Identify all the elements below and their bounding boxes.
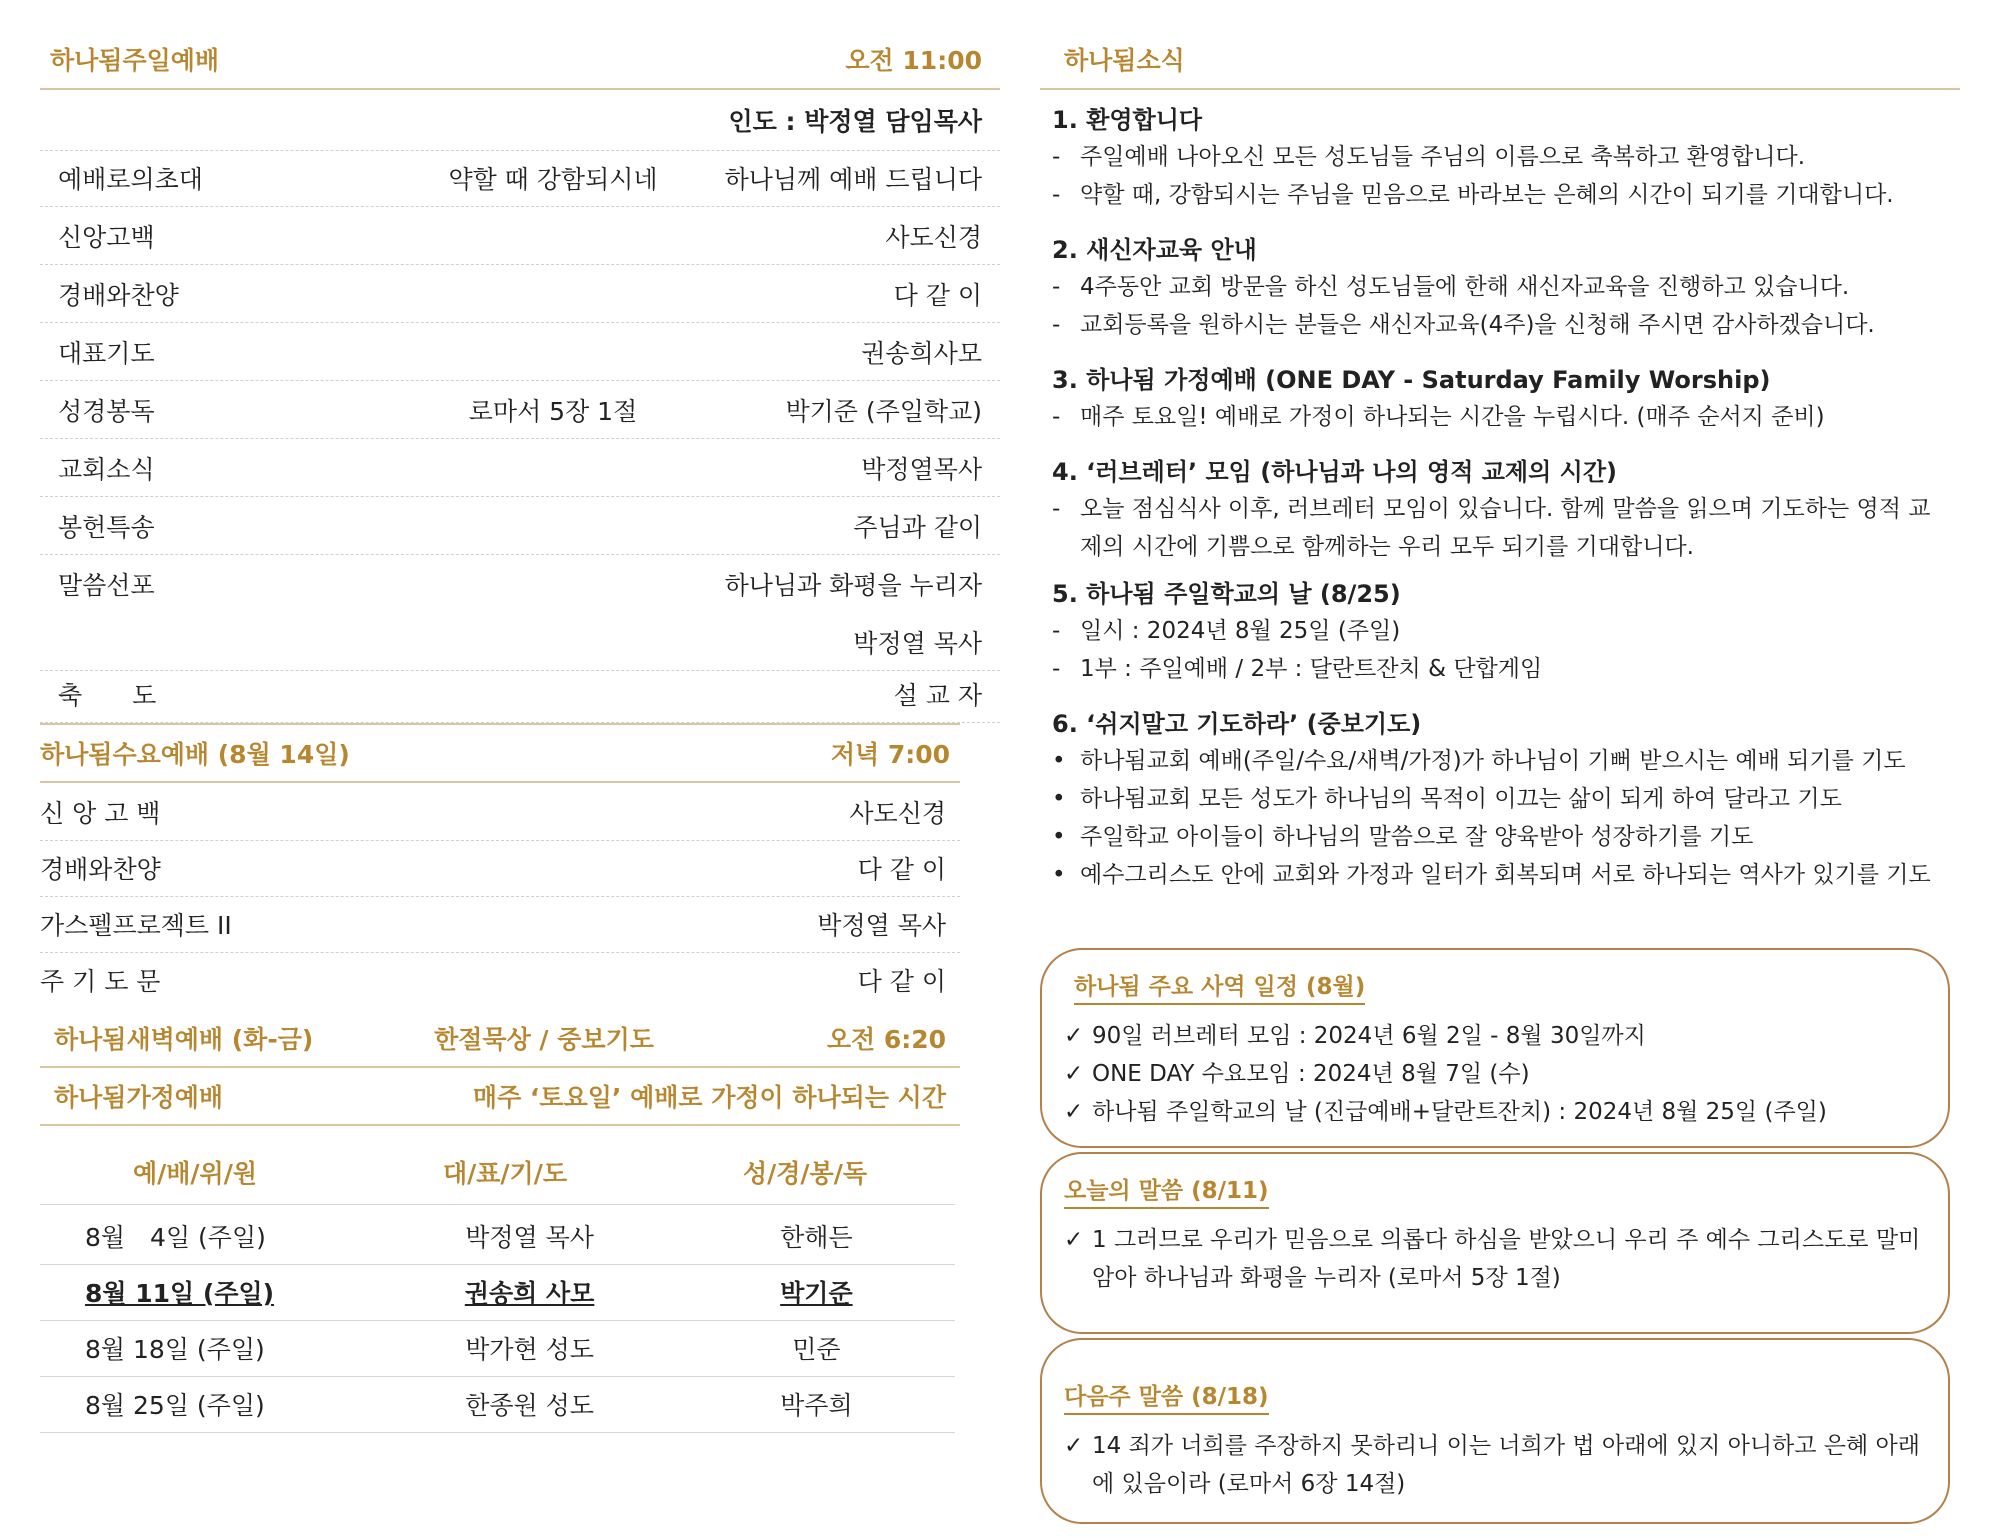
duty-header-1: 예/배/위/원 — [133, 1159, 257, 1188]
news-item-text: 하나됨교회 모든 성도가 하나님의 목적이 이끄는 삶이 되게 하여 달라고 기도 — [1080, 786, 1842, 812]
family-title: 하나됨가정예배 — [54, 1083, 224, 1112]
sunday-c1: 교회소식 — [58, 455, 155, 484]
news-item — [1052, 362, 1952, 436]
schedule-item — [1064, 1055, 1926, 1093]
news-item-title: 4. ‘러브레터’ 모임 (하나님과 나의 영적 교제의 시간) — [1052, 458, 1617, 486]
wednesday-item: 신 앙 고 백 — [40, 799, 161, 828]
news-title: 하나됨소식 — [1064, 46, 1185, 75]
duty-prayer: 권송희 사모 — [464, 1279, 595, 1308]
sunday-c2: 약할 때 강함되시네 — [448, 165, 658, 194]
dawn-middle: 한절묵상 / 중보기도 — [434, 1025, 654, 1054]
bullet-icon: • — [1052, 786, 1066, 812]
sunday-c1: 대표기도 — [58, 339, 155, 368]
wednesday-leader: 다 같 이 — [857, 855, 946, 884]
dash-icon: - — [1052, 618, 1061, 644]
wednesday-item: 주 기 도 문 — [40, 967, 161, 996]
news-item-text: 하나됨교회 예배(주일/수요/새벽/가정)가 하나님이 기뻐 받으시는 예배 되기를 기도 — [1080, 748, 1906, 774]
check-icon: ✓ — [1064, 1433, 1084, 1459]
dash-icon: - — [1052, 312, 1061, 338]
dawn-time: 오전 6:20 — [826, 1025, 946, 1054]
sunday-title: 하나됨주일예배 — [50, 46, 220, 75]
dawn-header — [40, 1010, 960, 1068]
duty-row — [40, 1320, 955, 1377]
sunday-row — [40, 150, 1000, 207]
dash-icon: - — [1052, 656, 1061, 682]
duty-date: 8월 11일 (주일) — [85, 1279, 275, 1308]
family-desc: 매주 ‘토요일’ 예배로 가정이 하나되는 시간 — [472, 1083, 946, 1112]
wednesday-leader: 사도신경 — [849, 799, 946, 828]
news-item — [1052, 706, 1952, 894]
news-item — [1052, 576, 1952, 688]
sunday-c1: 예배로의초대 — [58, 165, 203, 194]
news-item-line — [1052, 138, 1952, 176]
news-item — [1052, 232, 1952, 344]
news-item-text: 주일예배 나아오신 모든 성도님들 주님의 이름으로 축복하고 환영합니다. — [1080, 144, 1806, 170]
wednesday-title: 하나됨수요예배 (8월 14일) — [40, 740, 350, 769]
news-item — [1052, 454, 1952, 566]
news-item-text: 약할 때, 강함되시는 주님을 믿음으로 바라보는 은혜의 시간이 되기를 기대합니다. — [1080, 182, 1894, 208]
sunday-row — [40, 614, 1000, 671]
news-item-line — [1052, 398, 1952, 436]
sunday-c3: 박정열 목사 — [853, 629, 982, 658]
sunday-row — [40, 324, 1000, 381]
sunday-c1: 신앙고백 — [58, 223, 155, 252]
duty-row — [40, 1264, 955, 1321]
sunday-c1: 봉헌특송 — [58, 513, 155, 542]
sunday-row — [40, 498, 1000, 555]
schedule-item-text: 90일 러브레터 모임 : 2024년 6월 2일 - 8월 30일까지 — [1092, 1023, 1646, 1049]
news-item-line — [1052, 306, 1952, 344]
schedule-item — [1064, 1093, 1926, 1131]
duty-reading: 한해든 — [780, 1223, 853, 1252]
duty-reading: 박기준 — [780, 1279, 853, 1308]
news-list — [1052, 102, 1952, 894]
news-item-title: 2. 새신자교육 안내 — [1052, 236, 1257, 264]
news-item-line — [1052, 490, 1952, 566]
news-item-text: 매주 토요일! 예배로 가정이 하나되는 시간을 누립시다. (매주 순서지 준비) — [1080, 404, 1825, 430]
sunday-row — [40, 266, 1000, 323]
sunday-row — [40, 556, 1000, 612]
sunday-row — [40, 666, 1000, 723]
dash-icon: - — [1052, 274, 1061, 300]
news-item-text: 1부 : 주일예배 / 2부 : 달란트잔치 & 단합게임 — [1080, 656, 1543, 682]
duty-date: 8월 18일 (주일) — [85, 1335, 265, 1364]
news-item-text: 주일학교 아이들이 하나님의 말씀으로 잘 양육받아 성장하기를 기도 — [1080, 824, 1754, 850]
wednesday-leader: 다 같 이 — [857, 967, 946, 996]
today-word-verse — [1064, 1221, 1926, 1297]
news-item-text: 일시 : 2024년 8월 25일 (주일) — [1080, 618, 1401, 644]
sunday-time: 오전 11:00 — [845, 46, 982, 75]
next-word-text: 14 죄가 너희를 주장하지 못하리니 이는 너희가 법 아래에 있지 아니하고 은혜 아래에 있음이라 (로마서 6장 14절) — [1092, 1433, 1920, 1497]
news-item-text: 교회등록을 원하시는 분들은 새신자교육(4주)을 신청해 주시면 감사하겠습니다. — [1080, 312, 1875, 338]
wednesday-time: 저녁 7:00 — [830, 740, 950, 769]
duty-date: 8월 4일 (주일) — [85, 1223, 266, 1252]
dawn-title: 하나됨새벽예배 (화-금) — [54, 1025, 314, 1054]
news-item-title: 1. 환영합니다 — [1052, 106, 1203, 134]
sunday-c3: 다 같 이 — [893, 281, 982, 310]
schedule-box — [1040, 948, 1950, 1148]
wednesday-header — [40, 723, 960, 783]
news-item-line — [1052, 650, 1952, 688]
news-item-line — [1052, 856, 1952, 894]
news-item-title: 5. 하나됨 주일학교의 날 (8/25) — [1052, 580, 1401, 608]
sunday-c1: 성경봉독 — [58, 397, 155, 426]
dash-icon: - — [1052, 182, 1061, 208]
wednesday-leader: 박정열 목사 — [817, 911, 946, 940]
dash-icon: - — [1052, 496, 1061, 522]
news-item-line — [1052, 268, 1952, 306]
schedule-title: 하나됨 주요 사역 일정 (8월) — [1074, 968, 1365, 1005]
duty-header-2: 대/표/기/도 — [443, 1159, 567, 1188]
news-item-line — [1052, 176, 1952, 214]
sunday-c1: 경배와찬양 — [58, 281, 179, 310]
sunday-c3: 주님과 같이 — [853, 513, 982, 542]
sunday-row — [40, 382, 1000, 439]
sunday-c1: 말씀선포 — [58, 571, 155, 600]
check-icon: ✓ — [1064, 1023, 1084, 1049]
sunday-c3: 사도신경 — [885, 223, 982, 252]
duty-header-row — [40, 1140, 955, 1205]
sunday-c3: 박정열목사 — [861, 455, 982, 484]
check-icon: ✓ — [1064, 1061, 1084, 1087]
next-word-box — [1040, 1338, 1950, 1524]
news-item-title: 6. ‘쉬지말고 기도하라’ (중보기도) — [1052, 710, 1422, 738]
duty-prayer: 박가현 성도 — [465, 1335, 594, 1364]
news-item-text: 오늘 점심식사 이후, 러브레터 모임이 있습니다. 함께 말씀을 읽으며 기도하는 영적 교제의 시간에 기쁨으로 함께하는 우리 모두 되기를 기대합니다. — [1080, 496, 1931, 560]
sunday-c3: 하나님께 예배 드립니다 — [724, 165, 982, 194]
left-column — [40, 0, 1000, 1538]
duty-prayer: 한종원 성도 — [465, 1391, 594, 1420]
news-item-line — [1052, 780, 1952, 818]
wednesday-item: 가스펠프로젝트 II — [40, 911, 232, 940]
duty-prayer: 박정열 목사 — [465, 1223, 594, 1252]
news-item-line — [1052, 742, 1952, 780]
right-column — [1040, 0, 1960, 1538]
duty-date: 8월 25일 (주일) — [85, 1391, 265, 1420]
news-item-line — [1052, 612, 1952, 650]
sunday-row — [40, 440, 1000, 497]
schedule-item-text: ONE DAY 수요모임 : 2024년 8월 7일 (수) — [1092, 1061, 1530, 1087]
wednesday-item: 경배와찬양 — [40, 855, 161, 884]
bullet-icon: • — [1052, 748, 1066, 774]
duty-header-3: 성/경/봉/독 — [743, 1159, 867, 1188]
sunday-c3: 설 교 자 — [893, 681, 982, 710]
schedule-item-text: 하나됨 주일학교의 날 (진급예배+달란트잔치) : 2024년 8월 25일 (주일) — [1092, 1099, 1827, 1125]
news-item — [1052, 102, 1952, 214]
news-item-line — [1052, 818, 1952, 856]
today-word-title: 오늘의 말씀 (8/11) — [1064, 1172, 1269, 1209]
bullet-icon: • — [1052, 824, 1066, 850]
news-item-text: 예수그리스도 안에 교회와 가정과 일터가 회복되며 서로 하나되는 역사가 있기를 기도 — [1080, 862, 1931, 888]
wednesday-row — [40, 840, 960, 897]
sunday-c3: 하나님과 화평을 누리자 — [724, 571, 982, 600]
bullet-icon: • — [1052, 862, 1066, 888]
sunday-c3: 권송희사모 — [861, 339, 982, 368]
sunday-row — [40, 208, 1000, 265]
check-icon: ✓ — [1064, 1099, 1084, 1125]
today-word-box — [1040, 1152, 1950, 1334]
family-header — [40, 1068, 960, 1126]
duty-row — [40, 1208, 955, 1265]
sunday-c1: 축 도 — [58, 681, 157, 710]
sunday-c2: 로마서 5장 1절 — [468, 397, 638, 426]
sunday-header — [40, 30, 1000, 90]
dash-icon: - — [1052, 404, 1061, 430]
duty-reading: 민준 — [792, 1335, 841, 1364]
next-word-title: 다음주 말씀 (8/18) — [1064, 1378, 1269, 1415]
wednesday-row — [40, 784, 960, 841]
sunday-leader-row — [40, 90, 1000, 151]
wednesday-row — [40, 952, 960, 1008]
wednesday-row — [40, 896, 960, 953]
schedule-list — [1064, 1017, 1926, 1131]
duty-reading: 박주희 — [780, 1391, 853, 1420]
news-item-text: 4주동안 교회 방문을 하신 성도님들에 한해 새신자교육을 진행하고 있습니다. — [1080, 274, 1850, 300]
dash-icon: - — [1052, 144, 1061, 170]
check-icon: ✓ — [1064, 1227, 1084, 1253]
today-word-text: 1 그러므로 우리가 믿음으로 의롭다 하심을 받았으니 우리 주 예수 그리스도로 말미암아 하나님과 화평을 누리자 (로마서 5장 1절) — [1092, 1227, 1921, 1291]
sunday-c3: 박기준 (주일학교) — [785, 397, 982, 426]
sunday-leader: 인도 : 박정열 담임목사 — [728, 107, 982, 136]
news-item-title: 3. 하나됨 가정예배 (ONE DAY - Saturday Family Worship) — [1052, 366, 1771, 394]
schedule-item — [1064, 1017, 1926, 1055]
news-header — [1040, 30, 1960, 90]
duty-row — [40, 1376, 955, 1433]
next-word-verse — [1064, 1427, 1926, 1503]
